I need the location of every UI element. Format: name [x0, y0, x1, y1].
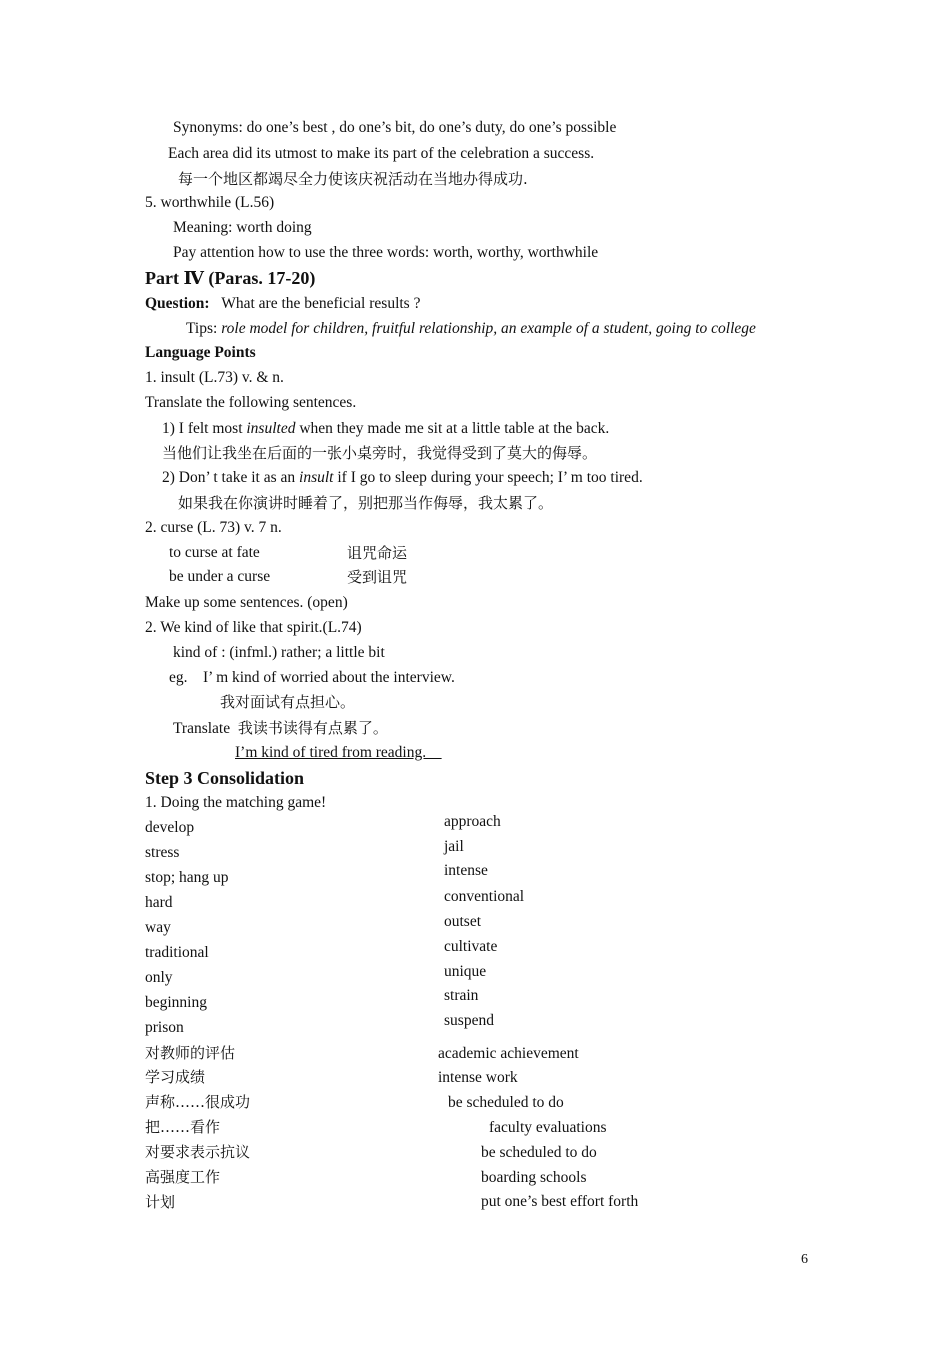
page-number: 6 — [801, 1252, 808, 1267]
curse-phrase-2: be under a curse — [169, 568, 271, 585]
match-right-word: outset — [444, 913, 482, 930]
match-left-word: only — [145, 969, 173, 986]
insult-translation-1: 当他们让我坐在后面的一张小桌旁时，我觉得受到了莫大的侮辱。 — [162, 444, 598, 462]
item-curse: 2. curse (L. 73) v. 7 n. — [145, 519, 282, 536]
match-chinese-phrase: 学习成绩 — [145, 1068, 206, 1086]
match-english-phrase: be scheduled to do — [481, 1144, 597, 1161]
match-chinese-phrase: 对要求表示抗议 — [145, 1143, 251, 1161]
sentence-text: if I go to sleep during your speech; I’ m too tired. — [333, 469, 643, 486]
sentence-text: when they made me sit at a little table at the back. — [295, 420, 610, 437]
match-left-word: prison — [145, 1019, 184, 1036]
match-english-phrase: boarding schools — [481, 1169, 587, 1186]
insult-sentence-2 — [162, 468, 643, 488]
match-chinese-phrase: 对教师的评估 — [145, 1044, 236, 1062]
tips-label: Tips: — [186, 320, 222, 337]
match-left-word: stop; hang up — [145, 869, 229, 886]
emphasis-word: insulted — [246, 420, 296, 437]
meaning-line: Meaning: worth doing — [173, 219, 312, 236]
eg-translation: 我对面试有点担心。 — [220, 693, 356, 711]
match-right-word: intense — [444, 862, 488, 879]
match-chinese-phrase: 计划 — [145, 1193, 176, 1211]
match-left-word: stress — [145, 844, 180, 861]
match-chinese-phrase: 声称……很成功 — [145, 1093, 251, 1111]
match-left-word: hard — [145, 894, 173, 911]
synonyms-line: Synonyms: do one’s best , do one’s bit, do one’s duty, do one’s possible — [173, 119, 617, 136]
kind-of-definition: kind of : (infml.) rather; a little bit — [173, 644, 385, 661]
match-right-word: conventional — [444, 888, 525, 905]
example-sentence: Each area did its utmost to make its part of the celebration a success. — [168, 145, 595, 162]
tips-line — [186, 319, 756, 339]
match-english-phrase: academic achievement — [438, 1045, 579, 1062]
step-three-heading: Step 3 Consolidation — [145, 768, 305, 788]
attention-line: Pay attention how to use the three words: worth, worthy, worthwhile — [173, 244, 599, 261]
part-four-heading: Part Ⅳ (Paras. 17-20) — [145, 268, 316, 288]
match-english-phrase: be scheduled to do — [448, 1094, 564, 1111]
match-english-phrase: put one’s best effort forth — [481, 1193, 639, 1210]
insult-sentence-1 — [162, 419, 609, 439]
example-line — [169, 668, 455, 688]
match-left-word: develop — [145, 819, 195, 836]
matching-game-title: 1. Doing the matching game! — [145, 794, 327, 811]
match-left-word: traditional — [145, 944, 209, 961]
curse-translation-1: 诅咒命运 — [347, 544, 408, 562]
eg-text: I’ m kind of worried about the interview. — [203, 669, 455, 686]
insult-translation-2: 如果我在你演讲时睡着了，别把那当作侮辱，我太累了。 — [178, 494, 554, 512]
match-left-word: beginning — [145, 994, 207, 1011]
sentence-text: 2) Don’ t take it as an — [162, 469, 300, 486]
match-chinese-phrase: 高强度工作 — [145, 1168, 221, 1186]
curse-phrase-1: to curse at fate — [169, 544, 260, 561]
match-english-phrase: intense work — [438, 1069, 518, 1086]
match-right-word: strain — [444, 987, 479, 1004]
item-worthwhile: 5. worthwhile (L.56) — [145, 194, 275, 211]
match-right-word: unique — [444, 963, 487, 980]
question-line — [145, 294, 420, 314]
emphasis-word: insult — [299, 469, 334, 486]
translate-instruction: Translate the following sentences. — [145, 394, 357, 411]
match-right-word: cultivate — [444, 938, 498, 955]
match-right-word: suspend — [444, 1012, 494, 1029]
question-label: Question: — [145, 295, 210, 312]
language-points-heading: Language Points — [145, 344, 256, 361]
item-kind-of: 2. We kind of like that spirit.(L.74) — [145, 619, 362, 636]
translate-task — [173, 718, 388, 739]
tips-text: role model for children, fruitful relationship, an example of a student, going to college — [221, 320, 756, 337]
match-left-word: way — [145, 919, 171, 936]
make-up-sentences: Make up some sentences. (open) — [145, 594, 348, 611]
match-chinese-phrase: 把……看作 — [145, 1118, 221, 1136]
translate-answer: I’m kind of tired from reading. — [235, 744, 442, 761]
translate-label: Translate — [173, 720, 231, 737]
translate-chinese: 我读书读得有点累了。 — [237, 719, 388, 737]
eg-label: eg. — [169, 669, 188, 686]
match-right-word: jail — [444, 838, 464, 855]
example-translation: 每一个地区都竭尽全力使该庆祝活动在当地办得成功. — [178, 170, 528, 188]
question-text: What are the beneficial results ? — [221, 295, 421, 312]
sentence-text: 1) I felt most — [162, 420, 247, 437]
match-english-phrase: faculty evaluations — [489, 1119, 607, 1136]
curse-translation-2: 受到诅咒 — [347, 568, 408, 586]
item-insult: 1. insult (L.73) v. & n. — [145, 369, 284, 386]
match-right-word: approach — [444, 813, 501, 830]
